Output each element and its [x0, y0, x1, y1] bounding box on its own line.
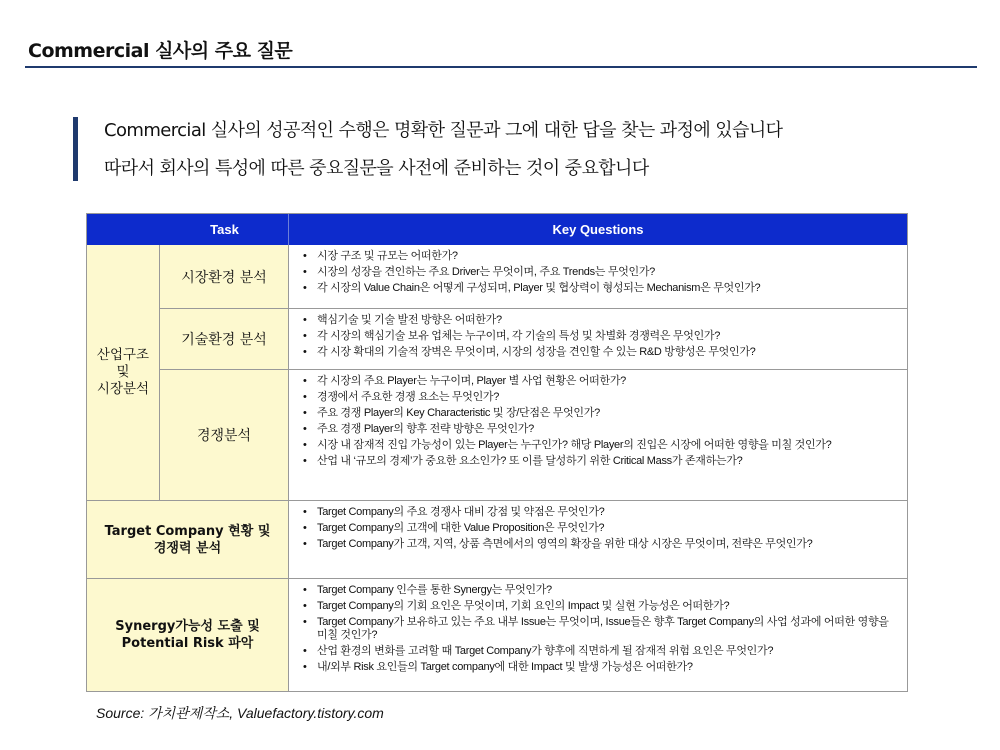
intro-line-1: Commercial 실사의 성공적인 수행은 명확한 질문과 그에 대한 답을 찾는 과정에 있습니다 [104, 120, 783, 141]
list-item: • 산업 환경의 변화를 고려할 때 Target Company가 향후에 직면하게 될 잠재적 위험 요인은 무엇인가? [301, 645, 899, 658]
task-market-environment: 시장환경 분석 [160, 245, 289, 309]
task-technology-environment: 기술환경 분석 [160, 309, 289, 370]
category-label-line3: 시장분석 [96, 381, 150, 397]
category-label-line2: 및 [116, 364, 130, 380]
category-industry-market [87, 245, 160, 501]
list-item: • Target Company의 고객에 대한 Value Proposition은 무엇인가? [301, 522, 899, 535]
list-item: • 시장의 성장을 견인하는 주요 Driver는 무엇이며, 주요 Trends는 무엇인가? [301, 266, 899, 279]
questions-market-environment [289, 245, 907, 309]
list-item: • 시장 내 잠재적 진입 가능성이 있는 Player는 누구인가? 해당 Player의 진입은 시장에 어떠한 영향을 미칠 것인가? [301, 439, 899, 452]
questions-target-company [289, 501, 907, 579]
category-label-line1: Synergy가능성 도출 및 [115, 619, 260, 634]
list-item: • Target Company의 기회 요인은 무엇이며, 기회 요인의 Impact 및 실현 가능성은 어떠한가? [301, 600, 899, 613]
header-task [87, 214, 289, 245]
list-item: • Target Company가 고객, 지역, 상품 측면에서의 영역의 확장을 위한 대상 시장은 무엇이며, 전략은 무엇인가? [301, 538, 899, 551]
list-item: • 내/외부 Risk 요인들의 Target company에 대한 Impact 및 발생 가능성은 어떠한가? [301, 661, 899, 674]
list-item: • Target Company의 주요 경쟁사 대비 강점 및 약점은 무엇인가? [301, 506, 899, 519]
category-label-line1: Target Company 현황 및 [104, 523, 271, 539]
key-questions-table [86, 213, 908, 692]
category-synergy-risk [87, 579, 289, 691]
list-item: • 경쟁에서 주요한 경쟁 요소는 무엇인가? [301, 391, 899, 404]
list-item: • 주요 경쟁 Player의 향후 전략 방향은 무엇인가? [301, 423, 899, 436]
list-item: • 각 시장 확대의 기술적 장벽은 무엇이며, 시장의 성장을 견인할 수 있는 R&D 방향성은 무엇인가? [301, 346, 899, 359]
list-item: • 각 시장의 주요 Player는 누구이며, Player 별 사업 현황은 어떠한가? [301, 375, 899, 388]
list-item: • 각 시장의 Value Chain은 어떻게 구성되며, Player 및 협상력이 형성되는 Mechanism은 무엇인가? [301, 282, 899, 295]
category-label-line2: 경쟁력 분석 [153, 540, 222, 556]
questions-synergy-risk [289, 579, 907, 691]
questions-technology-environment [289, 309, 907, 370]
header-key-questions: Key Questions [289, 214, 907, 245]
intro-accent-bar [73, 117, 78, 181]
header-task-label: Task [210, 222, 239, 237]
list-item: • Target Company 인수를 통한 Synergy는 무엇인가? [301, 584, 899, 597]
category-label-line1: 산업구조 [96, 347, 150, 363]
intro-line-2: 따라서 회사의 특성에 따른 중요질문을 사전에 준비하는 것이 중요합니다 [104, 158, 649, 179]
task-competition-analysis: 경쟁분석 [160, 370, 289, 501]
title-divider [25, 66, 977, 68]
questions-competition-analysis [289, 370, 907, 501]
category-label-line2: Potential Risk 파악 [121, 636, 254, 651]
list-item: • 각 시장의 핵심기술 보유 업체는 누구이며, 각 기술의 특성 및 차별화 경쟁력은 무엇인가? [301, 330, 899, 343]
list-item: • 핵심기술 및 기술 발전 방향은 어떠한가? [301, 314, 899, 327]
page-title: Commercial 실사의 주요 질문 [28, 40, 293, 62]
category-target-company [87, 501, 289, 579]
list-item: • Target Company가 보유하고 있는 주요 내부 Issue는 무엇이며, Issue들은 향후 Target Company의 사업 성과에 어떠한 영향을 미칠 것인가? [301, 616, 899, 643]
list-item: • 시장 구조 및 규모는 어떠한가? [301, 250, 899, 263]
list-item: • 산업 내 ‘규모의 경제’가 중요한 요소인가? 또 이를 달성하기 위한 Critical Mass가 존재하는가? [301, 455, 899, 468]
source-citation: Source: 가치관제작소, Valuefactory.tistory.com [96, 705, 384, 721]
list-item: • 주요 경쟁 Player의 Key Characteristic 및 장/단점은 무엇인가? [301, 407, 899, 420]
